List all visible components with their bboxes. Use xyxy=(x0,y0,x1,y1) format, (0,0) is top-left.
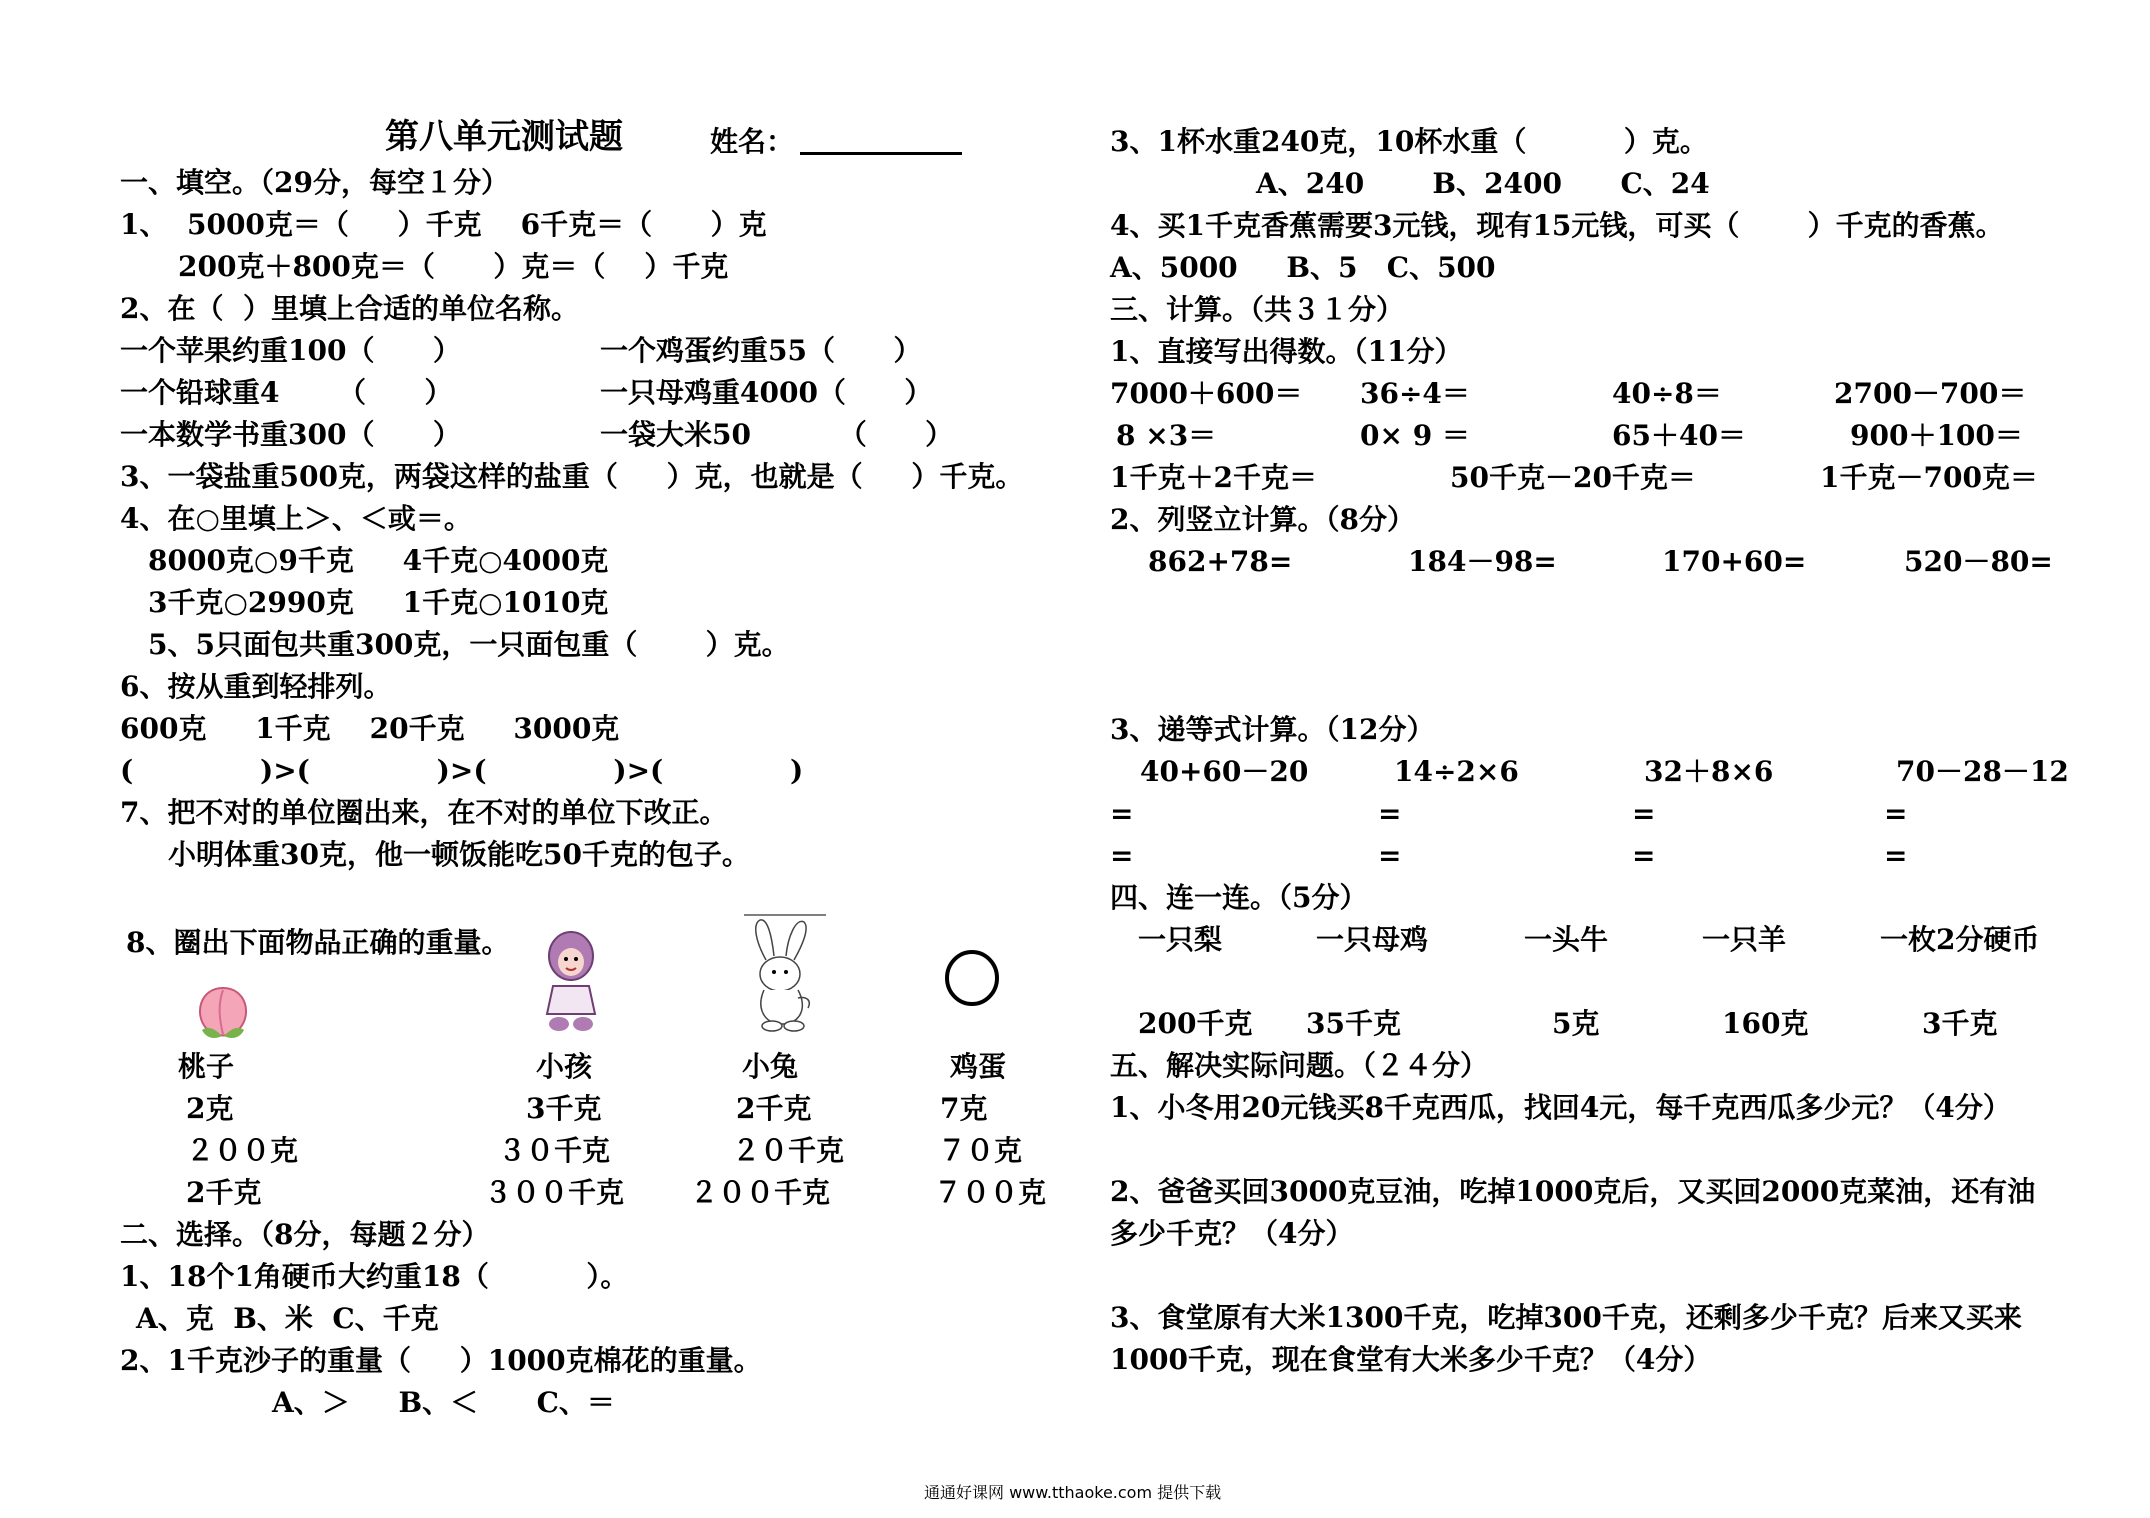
link-bottom-item[interactable]: 35千克 xyxy=(1306,1007,1401,1040)
weight-option[interactable]: ２０千克 xyxy=(732,1134,845,1167)
calc-2-title: 2、列竖立计算。（8分） xyxy=(1110,503,1415,536)
q2-item-hen: 一只母鸡重4000（ ） xyxy=(600,376,933,409)
weight-option[interactable]: ２００克 xyxy=(186,1134,299,1167)
item-rabbit: 小兔 xyxy=(742,1050,799,1083)
calc-item: 8 ×3＝ xyxy=(1116,419,1217,452)
weight-option[interactable]: ３０千克 xyxy=(498,1134,611,1167)
calc-item: 900＋100＝ xyxy=(1850,419,2023,452)
calc-item: 7000＋600＝ xyxy=(1110,377,1303,410)
equals-sign: = xyxy=(1110,797,1134,830)
name-label: 姓名： xyxy=(710,125,795,158)
weight-option[interactable]: ７０克 xyxy=(938,1134,1023,1167)
rabbit-icon xyxy=(742,912,828,1034)
calc-item: 2700－700＝ xyxy=(1834,377,2027,410)
calc-item: 1千克＋2千克＝ xyxy=(1110,461,1317,494)
choice-1-options: A、克 B、米 C、千克 xyxy=(136,1302,439,1335)
q3-text: 3、一袋盐重500克，两袋这样的盐重（ ）克，也就是（ ）千克。 xyxy=(120,460,1024,493)
calc-item: 0× 9 ＝ xyxy=(1360,419,1470,452)
link-top-item[interactable]: 一只梨 xyxy=(1138,923,1223,956)
equals-sign: = xyxy=(1378,797,1402,830)
weight-option[interactable]: 2克 xyxy=(186,1092,234,1125)
vertical-item: 170+60= xyxy=(1662,545,1807,578)
q2-item-book: 一本数学书重300（ ） xyxy=(120,418,461,451)
calc-item: 40÷8＝ xyxy=(1612,377,1722,410)
egg-icon xyxy=(942,948,1002,1008)
q8-title: 8、圈出下面物品正确的重量。 xyxy=(126,926,510,959)
footer-credit: 通通好课网 www.tthaoke.com 提供下载 xyxy=(924,1483,1222,1502)
name-blank[interactable] xyxy=(800,152,962,155)
link-top-item[interactable]: 一只羊 xyxy=(1702,923,1787,956)
calc-1-title: 1、直接写出得数。（11分） xyxy=(1110,335,1463,368)
section-4-title: 四、连一连。（5分） xyxy=(1110,881,1368,914)
choice-2: 2、1千克沙子的重量（ ）1000克棉花的重量。 xyxy=(120,1344,762,1377)
peach-icon xyxy=(188,980,258,1044)
problem-1: 1、小冬用20元钱买8千克西瓜，找回4元，每千克西瓜多少元？（4分） xyxy=(1110,1091,2011,1124)
q2-item-shotput: 一个铅球重4 （ ） xyxy=(120,376,453,409)
choice-1: 1、18个1角硬币大约重18（ ）。 xyxy=(120,1260,629,1293)
expr-item: 32＋8×6 xyxy=(1644,755,1774,788)
link-bottom-item[interactable]: 3千克 xyxy=(1922,1007,1998,1040)
page-title: 第八单元测试题 xyxy=(385,117,623,157)
q2-title: 2、在（ ）里填上合适的单位名称。 xyxy=(120,292,579,325)
choice-4: 4、买1千克香蕉需要3元钱，现有15元钱，可买（ ）千克的香蕉。 xyxy=(1110,209,2004,242)
equals-sign: = xyxy=(1632,797,1656,830)
equals-sign: = xyxy=(1884,797,1908,830)
choice-3-options: A、240 B、2400 C、24 xyxy=(1256,167,1710,200)
vertical-item: 184－98= xyxy=(1408,545,1557,578)
calc-3-title: 3、递等式计算。（12分） xyxy=(1110,713,1435,746)
weight-option[interactable]: 3千克 xyxy=(526,1092,602,1125)
problem-3-line1: 3、食堂原有大米1300千克，吃掉300千克，还剩多少千克？后来又买来 xyxy=(1110,1301,2022,1334)
q2-item-apple: 一个苹果约重100（ ） xyxy=(120,334,461,367)
section-5-title: 五、解决实际问题。（２４分） xyxy=(1110,1049,1489,1082)
problem-2-line1: 2、爸爸买回3000克豆油，吃掉1000克后，又买回2000克菜油，还有油 xyxy=(1110,1175,2036,1208)
link-bottom-item[interactable]: 200千克 xyxy=(1138,1007,1253,1040)
equals-sign: = xyxy=(1110,839,1134,872)
problem-3-line2: 1000千克，现在食堂有大米多少千克？（4分） xyxy=(1110,1343,1712,1376)
q6-values: 600克 1千克 20千克 3000克 xyxy=(120,712,620,745)
calc-item: 1千克－700克＝ xyxy=(1820,461,2038,494)
weight-option[interactable]: ７００克 xyxy=(934,1176,1047,1209)
choice-4-options: A、5000 B、5 C、500 xyxy=(1110,251,1496,284)
vertical-item: 862+78= xyxy=(1148,545,1293,578)
weight-option[interactable]: 7克 xyxy=(940,1092,988,1125)
weight-option[interactable]: 2千克 xyxy=(186,1176,262,1209)
weight-option[interactable]: ２００千克 xyxy=(690,1176,831,1209)
q5-text: 5、5只面包共重300克，一只面包重（ ）克。 xyxy=(148,628,790,661)
expr-item: 40+60－20 xyxy=(1140,755,1309,788)
item-egg: 鸡蛋 xyxy=(950,1050,1007,1083)
q7-sentence: 小明体重30克，他一顿饭能吃50千克的包子。 xyxy=(168,838,750,871)
section-3-title: 三、计算。（共３１分） xyxy=(1110,293,1405,326)
section-2-title: 二、选择。（8分，每题２分） xyxy=(120,1218,490,1251)
expr-item: 14÷2×6 xyxy=(1394,755,1519,788)
q6-blanks: ( )>( )>( )>( ) xyxy=(120,754,804,787)
weight-option[interactable]: 2千克 xyxy=(736,1092,812,1125)
equals-sign: = xyxy=(1378,839,1402,872)
link-top-item[interactable]: 一只母鸡 xyxy=(1316,923,1429,956)
vertical-item: 520－80= xyxy=(1904,545,2053,578)
q4-title: 4、在○里填上＞、＜或＝。 xyxy=(120,502,472,535)
q2-item-rice: 一袋大米50 （ ） xyxy=(600,418,954,451)
item-child: 小孩 xyxy=(536,1050,593,1083)
item-peach: 桃子 xyxy=(178,1050,235,1083)
equals-sign: = xyxy=(1632,839,1656,872)
q6-title: 6、按从重到轻排列。 xyxy=(120,670,392,703)
section-1-title: 一、填空。（29分，每空１分） xyxy=(120,166,509,199)
problem-2-line2: 多少千克？（4分） xyxy=(1110,1217,1354,1250)
choice-2-options: A、＞ B、＜ C、＝ xyxy=(272,1386,615,1419)
calc-item: 36÷4＝ xyxy=(1360,377,1470,410)
link-top-item[interactable]: 一头牛 xyxy=(1524,923,1609,956)
q1-line2: 200克＋800克＝（ ）克＝（ ）千克 xyxy=(178,250,729,283)
expr-item: 70－28－12 xyxy=(1896,755,2069,788)
q7-title: 7、把不对的单位圈出来，在不对的单位下改正。 xyxy=(120,796,728,829)
link-bottom-item[interactable]: 160克 xyxy=(1722,1007,1809,1040)
q4-row1: 8000克○9千克 4千克○4000克 xyxy=(148,544,609,577)
calc-item: 65＋40＝ xyxy=(1612,419,1746,452)
weight-option[interactable]: ３００千克 xyxy=(484,1176,625,1209)
child-icon xyxy=(535,928,607,1036)
link-bottom-item[interactable]: 5克 xyxy=(1552,1007,1600,1040)
q4-row2: 3千克○2990克 1千克○1010克 xyxy=(148,586,609,619)
q1-line1: 1、 5000克＝（ ）千克 6千克＝（ ）克 xyxy=(120,208,767,241)
choice-3: 3、1杯水重240克，10杯水重（ ）克。 xyxy=(1110,125,1708,158)
equals-sign: = xyxy=(1884,839,1908,872)
q2-item-egg: 一个鸡蛋约重55（ ） xyxy=(600,334,922,367)
link-top-item[interactable]: 一枚2分硬币 xyxy=(1880,923,2040,956)
calc-item: 50千克－20千克＝ xyxy=(1450,461,1696,494)
